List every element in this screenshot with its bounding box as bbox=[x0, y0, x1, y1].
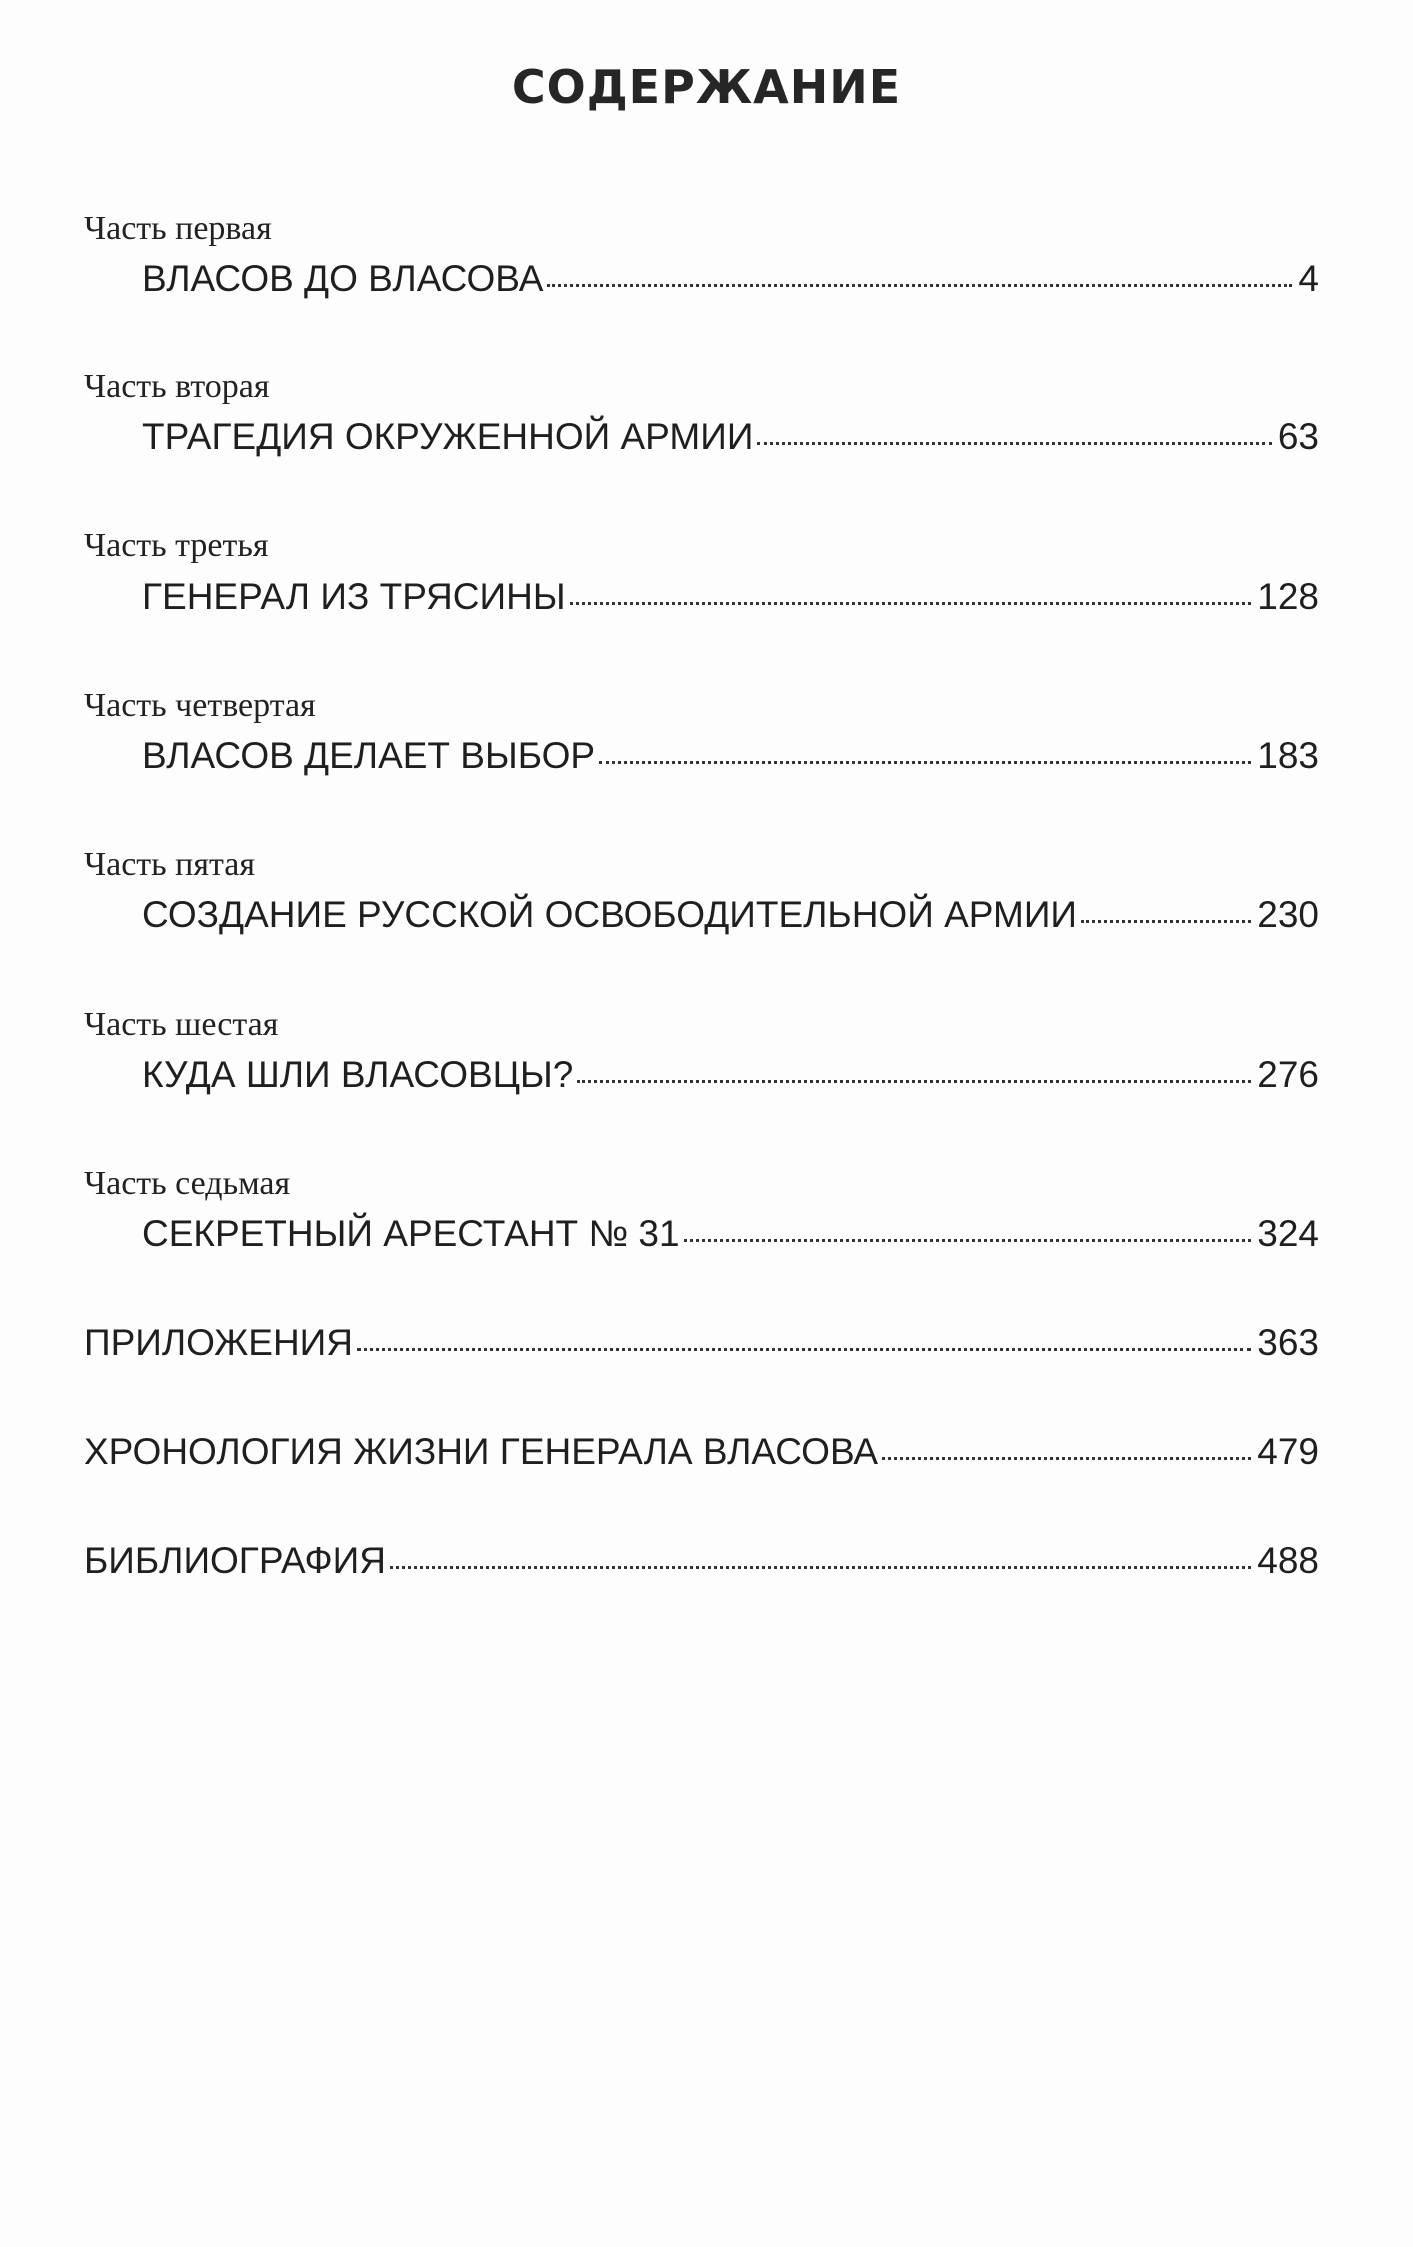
dot-leader bbox=[882, 1457, 1251, 1460]
toc-entry bbox=[84, 1540, 1319, 1582]
toc-entry bbox=[142, 258, 1319, 300]
toc-entry bbox=[142, 576, 1319, 618]
toc-entry-page: 488 bbox=[1257, 1540, 1319, 1581]
dot-leader bbox=[570, 602, 1252, 605]
toc-entry-page: 230 bbox=[1257, 894, 1319, 935]
toc-entry bbox=[142, 735, 1319, 777]
toc-entry-page: 479 bbox=[1257, 1431, 1319, 1472]
toc-entry-title: ВЛАСОВ ДО ВЛАСОВА bbox=[142, 258, 544, 299]
toc-entry-title: СОЗДАНИЕ РУССКОЙ ОСВОБОДИТЕЛЬНОЙ АРМИИ bbox=[142, 894, 1078, 935]
part-label: Часть пятая bbox=[84, 846, 255, 883]
dot-leader bbox=[547, 284, 1292, 287]
part-label: Часть вторая bbox=[84, 368, 270, 405]
dot-leader bbox=[577, 1080, 1251, 1083]
toc-entry-title: ГЕНЕРАЛ ИЗ ТРЯСИНЫ bbox=[142, 576, 566, 617]
dot-leader bbox=[684, 1239, 1252, 1242]
dot-leader bbox=[599, 761, 1251, 764]
part-label: Часть шестая bbox=[84, 1006, 279, 1043]
toc-entry-page: 4 bbox=[1298, 258, 1319, 299]
toc-entry-title: ПРИЛОЖЕНИЯ bbox=[84, 1322, 353, 1363]
toc-entry bbox=[142, 1054, 1319, 1096]
part-label: Часть четвертая bbox=[84, 687, 316, 724]
dot-leader bbox=[1081, 920, 1251, 923]
toc-entry-title: ТРАГЕДИЯ ОКРУЖЕННОЙ АРМИИ bbox=[142, 416, 754, 457]
part-label: Часть седьмая bbox=[84, 1165, 291, 1202]
toc-entry bbox=[142, 416, 1319, 458]
toc-entry-title: СЕКРЕТНЫЙ АРЕСТАНТ № 31 bbox=[142, 1213, 680, 1254]
toc-entry-title: КУДА ШЛИ ВЛАСОВЦЫ? bbox=[142, 1054, 574, 1095]
dot-leader bbox=[757, 442, 1271, 445]
toc-entry-page: 128 bbox=[1257, 576, 1319, 617]
toc-entry bbox=[142, 1213, 1319, 1255]
part-label: Часть третья bbox=[84, 527, 269, 564]
toc-entry bbox=[142, 894, 1319, 936]
toc-entry-page: 324 bbox=[1257, 1213, 1319, 1254]
toc-entry-page: 183 bbox=[1257, 735, 1319, 776]
part-label: Часть первая bbox=[84, 210, 272, 247]
dot-leader bbox=[357, 1348, 1251, 1351]
toc-entry-title: ХРОНОЛОГИЯ ЖИЗНИ ГЕНЕРАЛА ВЛАСОВА bbox=[84, 1431, 879, 1472]
toc-entry-page: 63 bbox=[1277, 416, 1319, 457]
dot-leader bbox=[390, 1566, 1251, 1569]
toc-entry bbox=[84, 1322, 1319, 1364]
toc-entry-page: 363 bbox=[1257, 1322, 1319, 1363]
toc-entry bbox=[84, 1431, 1319, 1473]
toc-entry-title: ВЛАСОВ ДЕЛАЕТ ВЫБОР bbox=[142, 735, 596, 776]
page-title: СОДЕРЖАНИЕ bbox=[511, 60, 902, 114]
toc-entry-title: БИБЛИОГРАФИЯ bbox=[84, 1540, 386, 1581]
toc-entry-page: 276 bbox=[1257, 1054, 1319, 1095]
